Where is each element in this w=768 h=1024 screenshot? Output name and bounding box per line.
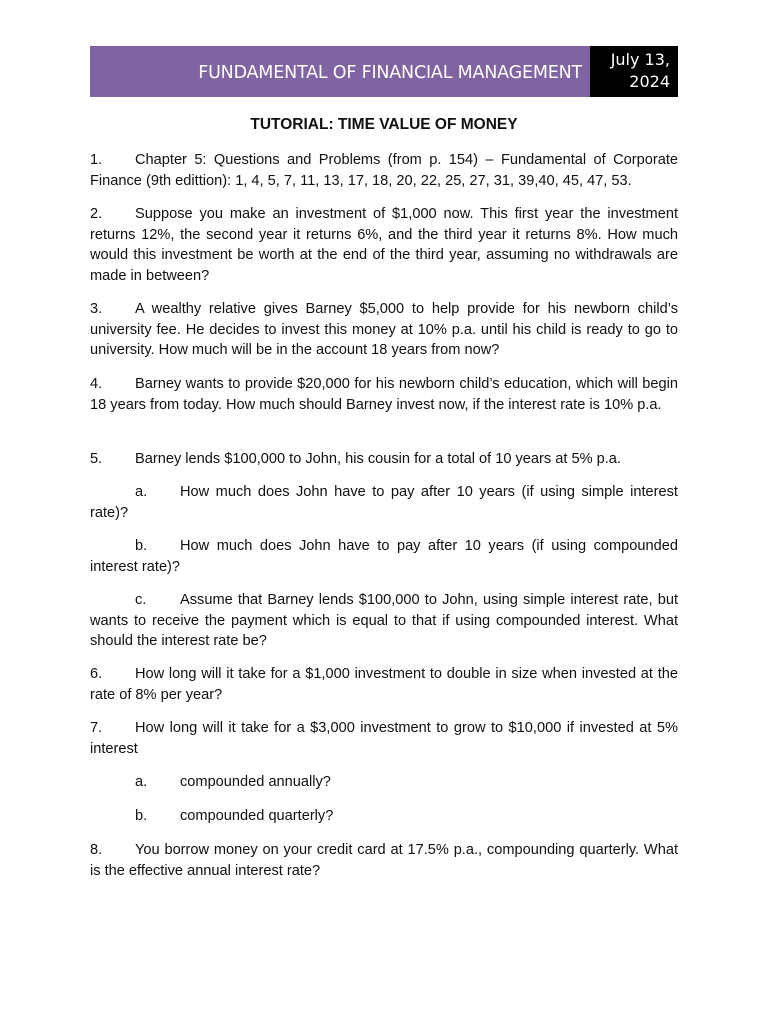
question-text: Barney wants to provide $20,000 for his newborn child’s education, which will begin 18 years from today. How much should Barney invest now, if the interest rate is 10% p.a. xyxy=(90,376,678,413)
subquestion-text: How much does John have to pay after 10 years (if using compounded interest rate)? xyxy=(90,538,678,575)
question-text: Suppose you make an investment of $1,000 now. This first year the investment returns 12%, the second year it returns 6%, and the third year it returns 8%. How much would this investment be worth at the end of the third year, assuming no withdrawals are made in between? xyxy=(90,206,678,284)
question-text: Barney lends $100,000 to John, his cousin for a total of 10 years at 5% p.a. xyxy=(135,451,621,467)
question-5a xyxy=(90,482,678,523)
subquestion-text: Assume that Barney lends $100,000 to John, using simple interest rate, but wants to receive the payment which is equal to that if using compounded interest. What should the interest rate be? xyxy=(90,592,678,649)
subquestion-letter: b. xyxy=(135,808,148,824)
question-1 xyxy=(90,150,678,191)
question-number: 8. xyxy=(90,842,103,858)
page-header xyxy=(90,46,678,97)
subquestion-letter: a. xyxy=(135,484,148,500)
question-text: How long will it take for a $1,000 investment to double in size when invested at the rate of 8% per year? xyxy=(90,666,678,703)
question-7 xyxy=(90,718,678,759)
subquestion-text: compounded annually? xyxy=(180,774,331,790)
question-text: You borrow money on your credit card at 17.5% p.a., compounding quarterly. What is the effective annual interest rate? xyxy=(90,842,678,879)
subquestion-text: How much does John have to pay after 10 years (if using simple interest rate)? xyxy=(90,484,678,521)
header-title: FUNDAMENTAL OF FINANCIAL MANAGEMENT xyxy=(198,62,582,83)
header-date xyxy=(590,46,678,97)
subquestion-letter: b. xyxy=(135,538,148,554)
question-number: 3. xyxy=(90,301,103,317)
header-title-bar xyxy=(90,46,590,97)
question-text: How long will it take for a $3,000 investment to grow to $10,000 if invested at 5% interest xyxy=(90,720,678,757)
question-5 xyxy=(90,449,678,470)
question-7b xyxy=(90,806,678,827)
question-number: 1. xyxy=(90,152,103,168)
question-2 xyxy=(90,204,678,286)
question-8 xyxy=(90,840,678,881)
question-number: 2. xyxy=(90,206,103,222)
subquestion-text: compounded quarterly? xyxy=(180,808,334,824)
question-number: 7. xyxy=(90,720,103,736)
subquestion-letter: c. xyxy=(135,592,147,608)
question-5b xyxy=(90,536,678,577)
header-date-line2: 2024 xyxy=(629,72,670,91)
question-4 xyxy=(90,374,678,415)
question-number: 4. xyxy=(90,376,103,392)
question-number: 6. xyxy=(90,666,103,682)
question-7a xyxy=(90,772,678,793)
question-5c xyxy=(90,590,678,652)
question-3 xyxy=(90,299,678,361)
subquestion-letter: a. xyxy=(135,774,148,790)
question-6 xyxy=(90,664,678,705)
header-date-line1: July 13, xyxy=(610,50,670,69)
question-number: 5. xyxy=(90,451,103,467)
question-text: A wealthy relative gives Barney $5,000 to help provide for his newborn child’s university fee. He decides to invest this money at 10% p.a. until his child is ready to go to university. How much will be in the account 18 years from now? xyxy=(90,301,678,358)
document-title: TUTORIAL: TIME VALUE OF MONEY xyxy=(250,116,518,133)
question-text: Chapter 5: Questions and Problems (from p. 154) – Fundamental of Corporate Finance (9th edittion): 1, 4, 5, 7, 11, 13, 17, 18, 20, 22, 25, 27, 31, 39,40, 45, 47, 53. xyxy=(90,152,678,189)
